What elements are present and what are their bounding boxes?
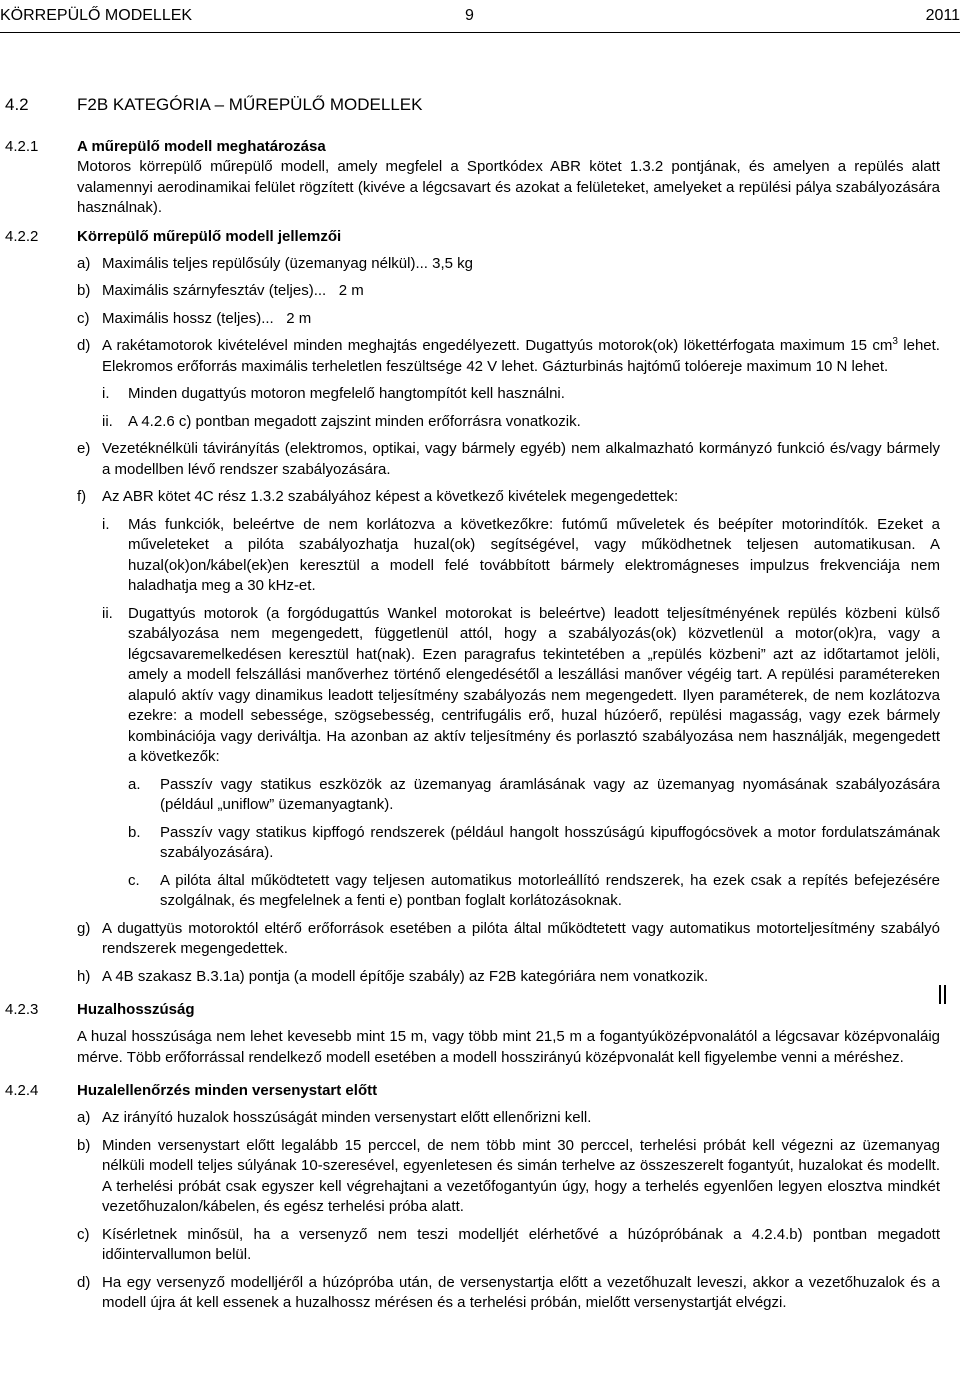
page-number: 9 (465, 7, 474, 24)
item-text: Kísérletnek minősül, ha a versenyző nem teszi modelljét elérhetővé a húzópróbának a 4.2.4.b) pontban megadott időintervallumon belül. (102, 1225, 940, 1263)
spec-name: Maximális hossz (teljes) (102, 309, 262, 327)
item-label: i. (102, 385, 110, 402)
sub-sub-list-item (128, 823, 940, 864)
spec-item (77, 254, 940, 275)
item-text: Passzív vagy statikus eszközök az üzemanyag áramlásának vagy az üzemanyag nyomásának szabályozására (például „uniflow” üzemanyagtank). (160, 775, 940, 813)
subsection-number: 4.2.2 (5, 227, 39, 245)
item-label: h) (77, 967, 91, 985)
subsection-heading (0, 226, 960, 247)
subsection-number: 4.2.1 (5, 138, 39, 155)
list-item (77, 336, 940, 377)
item-text: A pilóta által működtetett vagy teljesen automatikus motorleállító rendszerek, ha ezek csak a repítés befejezésére szolgálnak, és megfelelnek a fenti e) pontban foglalt korlátozásoknak. (160, 871, 940, 909)
item-label: c. (128, 871, 140, 889)
item-label: a) (77, 254, 91, 272)
superscript: 3 (892, 336, 898, 347)
spec-item (77, 309, 940, 330)
item-text: Minden dugattyús motoron megfelelő hangtompítót kell használni. (128, 385, 565, 402)
spec-name: Maximális teljes repülősúly (üzemanyag nélkül) (102, 254, 416, 272)
item-label: c) (77, 309, 90, 327)
item-label: b) (77, 282, 91, 299)
item-label: f) (77, 488, 87, 505)
spec-value: ... 2 m (313, 282, 364, 299)
subsection-title: Huzalhosszúság (77, 1001, 195, 1018)
subsection-heading (0, 136, 960, 157)
header-title: KÖRREPÜLŐ MODELLEK (0, 7, 193, 24)
item-label: e) (77, 440, 91, 457)
item-label: a) (77, 1109, 91, 1126)
subsection-title: Körrepülő műrepülő modell jellemzői (77, 227, 342, 245)
change-bar (944, 985, 946, 1004)
sub-sub-list-item (128, 871, 940, 912)
item-text: lehet. Elekromos erőforrás maximális terheletlen feszültsége 42 V lehet. Gázturbinás hajtómű tolóereje maximum 10 N lehet. (102, 337, 940, 375)
spec-item (77, 281, 940, 302)
list-item (77, 1108, 940, 1129)
list-item (77, 487, 940, 508)
item-text: Passzív vagy statikus kipffogó rendszerek (például hangolt hosszúságú kipuffogócsövek a motor fordulatszámának szabályozására). (160, 823, 940, 861)
paragraph: A huzal hosszúsága nem lehet kevesebb mint 15 m, vagy több mint 21,5 m a fogantyúközépvonalától a légcsavar középvonaláig mérve. Több erőforrással rendelkező modell esetében a modell hosszirányú középvonalát kell figyelembe venni a méréshez. (77, 1028, 940, 1066)
spec-value: 3,5 kg (427, 254, 474, 272)
item-label: ii. (102, 604, 113, 622)
list-item (77, 1273, 940, 1314)
item-label: i. (102, 515, 110, 533)
item-label: b. (128, 823, 141, 841)
item-text: Más funkciók, beleértve de nem korlátozva a következőkre: futómű műveletek és beépíter motorindítók. Ezeket a műveleteket a pilóta szabályozhatja huzal(ok) segítségével, vagy működhetnek teljesen automatikusan. A huzal(ok)on/kábel(ek)en keresztül a modell felé továbbított bármely elektromágneses impulzus frekvenciája nem haladhatja meg a 30 kHz-et. (128, 515, 940, 594)
sub-list-item (102, 604, 940, 768)
item-label: c) (77, 1225, 90, 1243)
item-label: d) (77, 337, 91, 354)
item-text: A 4B szakasz B.3.1a) pontja (a modell építője szabály) az F2B kategóriára nem vonatkozik. (102, 967, 709, 985)
document-body (0, 136, 960, 1314)
list-item (77, 439, 940, 480)
item-text: A rakétamotorok kivételével minden meghajtás engedélyezett. Dugattyús motorok(ok) lökettérfogata maximum 15 cm (102, 337, 893, 354)
paragraph: Motoros körrepülő műrepülő modell, amely megfelel a Sportkódex ABR kötet 1.3.2 pontjának, és amelyen a repülés alatt valamennyi aerodinamikai felület rögzített (kivéve a légcsavart és azokat a felületeket, amelyeket a repülési pálya szabályozására használnak). (77, 158, 940, 216)
subsection-title: Huzalellenőrzés minden versenystart előtt (77, 1082, 378, 1099)
list-item (77, 967, 940, 988)
header-year: 2011 (925, 7, 960, 24)
spec-dots: ... (415, 254, 428, 272)
item-label: ii. (102, 412, 113, 430)
subsection-number: 4.2.4 (5, 1082, 39, 1099)
header-rule (0, 32, 960, 33)
section-number: 4.2 (5, 95, 29, 114)
spec-name: Maximális szárnyfesztáv (teljes) (102, 282, 314, 299)
sub-list-item (102, 412, 940, 433)
change-bar (939, 985, 941, 1004)
item-text: Vezetéknélküli távirányítás (elektromos, optikai, vagy bármely egyéb) nem alkalmazható kormányzó funkció és/vagy bármely a modellben lévő rendszer szabályozására. (102, 440, 940, 478)
sub-list-item (102, 384, 940, 405)
spec-value: ... 2 m (261, 309, 312, 327)
sub-list-item (102, 515, 940, 597)
list-item (77, 1136, 940, 1218)
subsection-title: A műrepülő modell meghatározása (77, 138, 326, 155)
item-label: g) (77, 919, 91, 937)
subsection-number: 4.2.3 (5, 1001, 39, 1018)
item-text: Az ABR kötet 4C rész 1.3.2 szabályához képest a következő kivételek megengedettek: (102, 488, 679, 505)
item-text: A 4.2.6 c) pontban megadott zajszint minden erőforrásra vonatkozik. (128, 412, 581, 430)
item-text: Dugattyús motorok (a forgódugattús Wankel motorokat is beleértve) leadott teljesítményének repülés közbeni külső szabályozása nem megengedett, függetlenül attól, hogy a szabályozás(ok) közvetlenül a motor(ok)ra, vagy a légcsavaremelkedésen keresztül hat(nak). Ezen paragrafus tekintetében a „repülés közbeni” azt az időtartamot jelöli, amely a modell felszállási manőverhez történő elengedésétől a leszállási manőver végéig tart. A repülési paramétereken alapuló aktív vagy dinamikus leadott teljesítmény szabályozás nem megengedett. Ilyen paraméterek, de nem kozlátozva ezekre: a modell sebessége, szögsebesség, centrifugális erő, huzal húzóerő, repülési magasság, vagy ezek bármely kombinációja vagy deriváltja. Ha azonban az aktív teljesítmény és porlasztó szabályozása nem használják, megengedett a következők: (128, 604, 940, 765)
list-item (77, 919, 940, 960)
item-text: A dugattyüs motoroktól eltérő erőforrások esetében a pilóta által működtetett vagy automatikus motorteljesítmény szabályó rendszerek megengedettek. (102, 919, 940, 957)
subsection-heading (0, 1080, 960, 1101)
item-text: Minden versenystart előtt legalább 15 perccel, de nem több mint 30 perccel, terhelési próbát kell végezni az üzemanyag nélküli modell teljes súlyának 10-szeresével, egyenletesen és simán terhelve az összeszerelt fogantyút, huzalokat és modellt. A terhelési próbát csak egyszer kell végrehajtani a vezetőfogantyún úgy, hogy a terhelés egyenlően legyen elosztva mindkét vezetőhuzalon/kábelen, és egész terhelési próba alatt. (102, 1136, 940, 1215)
item-text: Ha egy versenyző modelljéről a húzópróba után, de versenystartja előtt a vezetőhuzalt leveszi, akkor a vezetőhuzalok és a modell újra át kell essenek a huzalhossz mérésen és a terhelési próbán, mielőtt versenystartját elvégzi. (102, 1273, 940, 1311)
sub-sub-list-item (128, 775, 940, 816)
item-label: a. (128, 775, 141, 793)
item-label: d) (77, 1273, 91, 1291)
list-item (77, 1225, 940, 1266)
subsection-heading (0, 999, 960, 1020)
item-label: b) (77, 1136, 91, 1154)
page-header (0, 0, 960, 28)
item-text: Az irányító huzalok hosszúságát minden versenystart előtt ellenőrizni kell. (102, 1109, 592, 1126)
section-title: F2B KATEGÓRIA – MŰREPÜLŐ MODELLEK (77, 95, 423, 114)
